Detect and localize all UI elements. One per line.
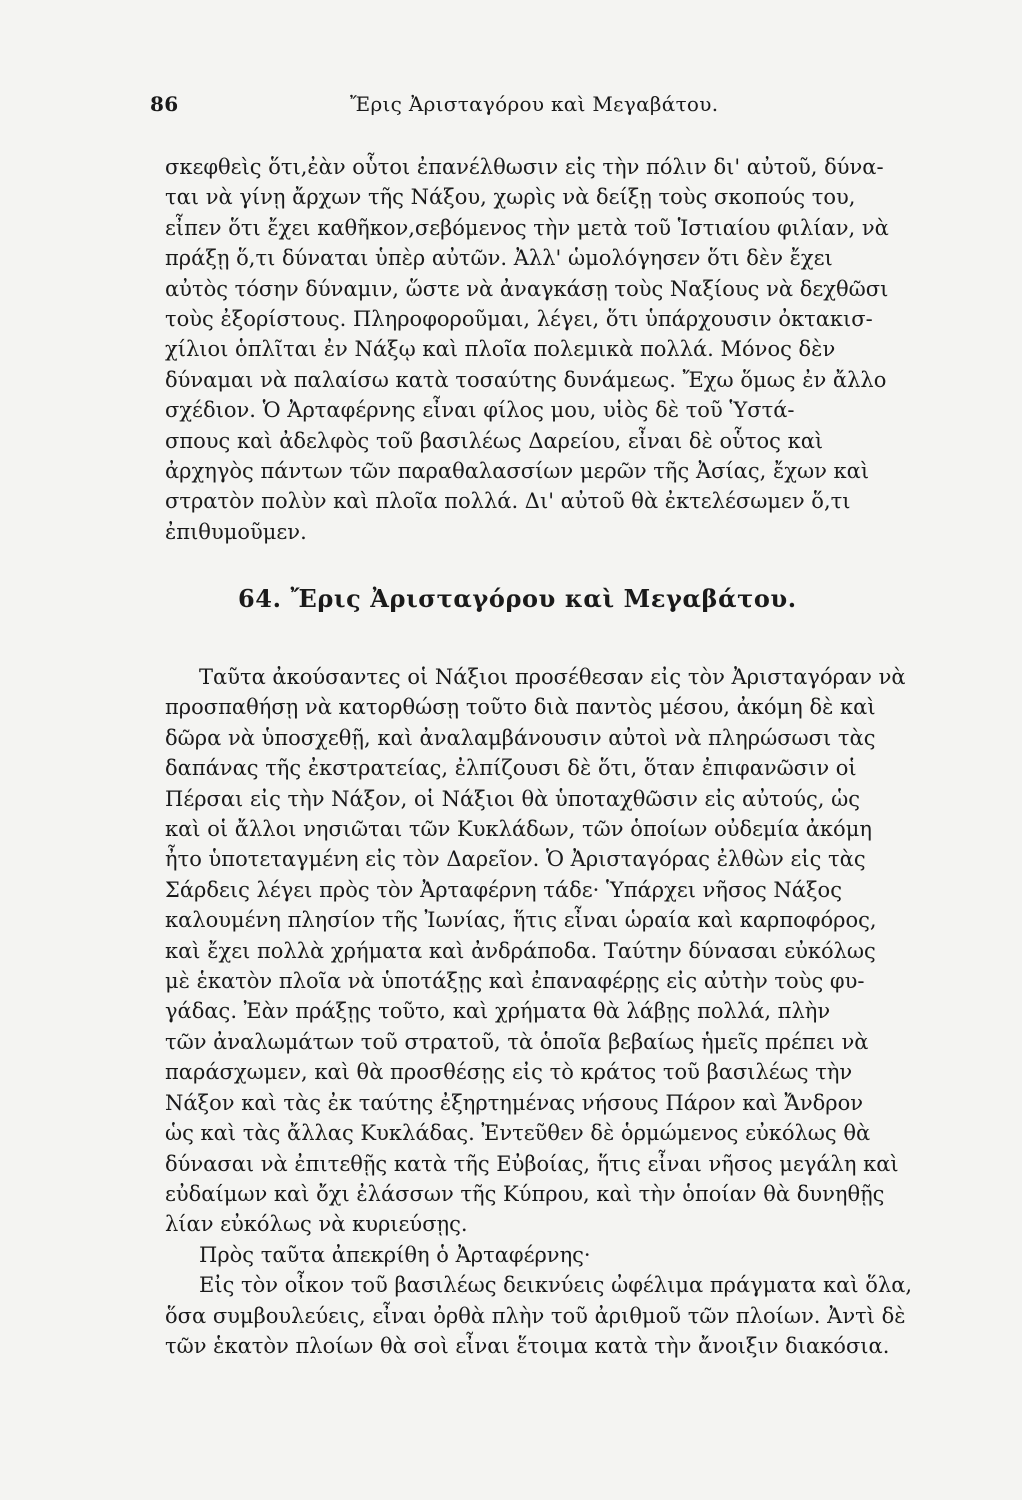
- text-line: Ταῦτα ἀκούσαντες οἱ Νάξιοι προσέθεσαν εἰς τὸν Ἀρισταγόραν νὰ: [199, 665, 906, 689]
- text-line: τῶν ἑκατὸν πλοίων θὰ σοὶ εἶναι ἕτοιμα κατὰ τὴν ἄνοιξιν διακόσια.: [165, 1333, 890, 1358]
- text-line: στρατὸν πολὺν καὶ πλοῖα πολλά. Δι' αὐτοῦ θὰ ἐκτελέσωμεν ὅ,τι: [165, 489, 851, 514]
- text-line: δύναμαι νὰ παλαίσω κατὰ τοσαύτης δυνάμεως. Ἔχω ὅμως ἐν ἄλλο: [165, 367, 887, 392]
- text-line: καὶ ἔχει πολλὰ χρήματα καὶ ἀνδράποδα. Ταύτην δύνασαι εὐκόλως: [165, 938, 876, 963]
- text-line: Νάξον καὶ τὰς ἐκ ταύτης ἐξηρτημένας νήσους Πάρον καὶ Ἄνδρον: [165, 1090, 864, 1115]
- text-line: Εἰς τὸν οἶκον τοῦ βασιλέως δεικνύεις ὠφέλιμα πράγματα καὶ ὅλα,: [199, 1273, 913, 1298]
- paragraph-continuation: [165, 152, 933, 547]
- text-line: ὡς καὶ τὰς ἄλλας Κυκλάδας. Ἐντεῦθεν δὲ ὁρμώμενος εὐκόλως θὰ: [165, 1121, 871, 1146]
- section-number: 64.: [238, 584, 282, 613]
- text-line: ἦτο ὑποτεταγμένη εἰς τὸν Δαρεῖον. Ὁ Ἀρισταγόρας ἐλθὼν εἰς τὰς: [165, 847, 866, 872]
- text-line: παράσχωμεν, καὶ θὰ προσθέσῃς εἰς τὸ κράτος τοῦ βασιλέως τὴν: [165, 1060, 853, 1085]
- text-line: καλουμένη πλησίον τῆς Ἰωνίας, ἥτις εἶναι ὡραία καὶ καρποφόρος,: [165, 908, 877, 933]
- text-line: Σάρδεις λέγει πρὸς τὸν Ἀρταφέρνη τάδε· Ὑπάρχει νῆσος Νάξος: [165, 877, 842, 902]
- page-number: 86: [150, 92, 179, 116]
- section-heading: [238, 584, 878, 613]
- text-line: σχέδιον. Ὁ Ἀρταφέρνης εἶναι φίλος μου, υἱὸς δὲ τοῦ Ὑστά-: [165, 398, 795, 423]
- text-line: δῶρα νὰ ὑποσχεθῇ, καὶ ἀναλαμβάνουσιν αὐτοὶ νὰ πληρώσωσι τὰς: [165, 725, 876, 750]
- text-line: χίλιοι ὁπλῖται ἐν Νάξῳ καὶ πλοῖα πολεμικὰ πολλά. Μόνος δὲν: [165, 337, 836, 362]
- text-line: δαπάνας τῆς ἐκστρατείας, ἐλπίζουσι δὲ ὅτι, ὅταν ἐπιφανῶσιν οἱ: [165, 756, 857, 781]
- text-line: μὲ ἑκατὸν πλοῖα νὰ ὑποτάξῃς καὶ ἐπαναφέρῃς εἰς αὐτὴν τοὺς φυ-: [165, 969, 865, 994]
- text-line: τῶν ἀναλωμάτων τοῦ στρατοῦ, τὰ ὁποῖα βεβαίως ἡμεῖς πρέπει νὰ: [165, 1029, 869, 1054]
- text-line: αὐτὸς τόσην δύναμιν, ὥστε νὰ ἀναγκάσῃ τοὺς Ναξίους νὰ δεχθῶσι: [165, 276, 889, 301]
- text-line: λίαν εὐκόλως νὰ κυριεύσῃς.: [165, 1212, 468, 1237]
- section-body: [165, 662, 933, 1361]
- text-line: προσπαθήσῃ νὰ κατορθώσῃ τοῦτο διὰ παντὸς μέσου, ἀκόμη δὲ καὶ: [165, 695, 876, 720]
- text-line: δύνασαι νὰ ἐπιτεθῇς κατὰ τῆς Εὐβοίας, ἥτις εἶναι νῆσος μεγάλη καὶ: [165, 1151, 899, 1176]
- text-line: Πρὸς ταῦτα ἀπεκρίθη ὁ Ἀρταφέρνης·: [199, 1242, 591, 1267]
- text-line: ται νὰ γίνῃ ἄρχων τῆς Νάξου, χωρὶς νὰ δείξῃ τοὺς σκοπούς του,: [165, 185, 856, 210]
- text-line: γάδας. Ἐὰν πράξῃς τοῦτο, καὶ χρήματα θὰ λάβῃς πολλά, πλὴν: [165, 999, 831, 1024]
- text-line: σκεφθεὶς ὅτι,ἐὰν οὗτοι ἐπανέλθωσιν εἰς τὴν πόλιν δι' αὐτοῦ, δύνα-: [165, 155, 884, 179]
- text-line: ἀρχηγὸς πάντων τῶν παραθαλασσίων μερῶν τῆς Ἀσίας, ἔχων καὶ: [165, 459, 870, 484]
- text-line: ἐπιθυμοῦμεν.: [165, 519, 307, 544]
- text-line: εὐδαίμων καὶ ὄχι ἐλάσσων τῆς Κύπρου, καὶ τὴν ὁποίαν θὰ δυνηθῇς: [165, 1181, 885, 1206]
- text-line: τοὺς ἐξορίστους. Πληροφοροῦμαι, λέγει, ὅτι ὑπάρχουσιν ὀκτακισ-: [165, 307, 873, 332]
- section-title: Ἔρις Ἀρισταγόρου καὶ Μεγαβάτου.: [290, 584, 797, 613]
- text-line: εἶπεν ὅτι ἔχει καθῆκον,σεβόμενος τὴν μετὰ τοῦ Ἱστιαίου φιλίαν, νὰ: [165, 215, 889, 240]
- text-line: πράξῃ ὅ,τι δύναται ὑπὲρ αὐτῶν. Ἀλλ' ὡμολόγησεν ὅτι δὲν ἔχει: [165, 246, 833, 271]
- text-line: σπους καὶ ἀδελφὸς τοῦ βασιλέως Δαρείου, εἶναι δὲ οὗτος καὶ: [165, 428, 824, 453]
- text-line: ὅσα συμβουλεύεις, εἶναι ὀρθὰ πλὴν τοῦ ἀριθμοῦ τῶν πλοίων. Ἀντὶ δὲ: [165, 1303, 906, 1328]
- text-line: καὶ οἱ ἄλλοι νησιῶται τῶν Κυκλάδων, τῶν ὁποίων οὐδεμία ἀκόμη: [165, 817, 872, 842]
- text-line: Πέρσαι εἰς τὴν Νάξον, οἱ Νάξιοι θὰ ὑποταχθῶσιν εἰς αὐτούς, ὡς: [165, 786, 861, 811]
- running-title: Ἔρις Ἀρισταγόρου καὶ Μεγαβάτου.: [350, 92, 719, 116]
- page-header: [150, 92, 930, 122]
